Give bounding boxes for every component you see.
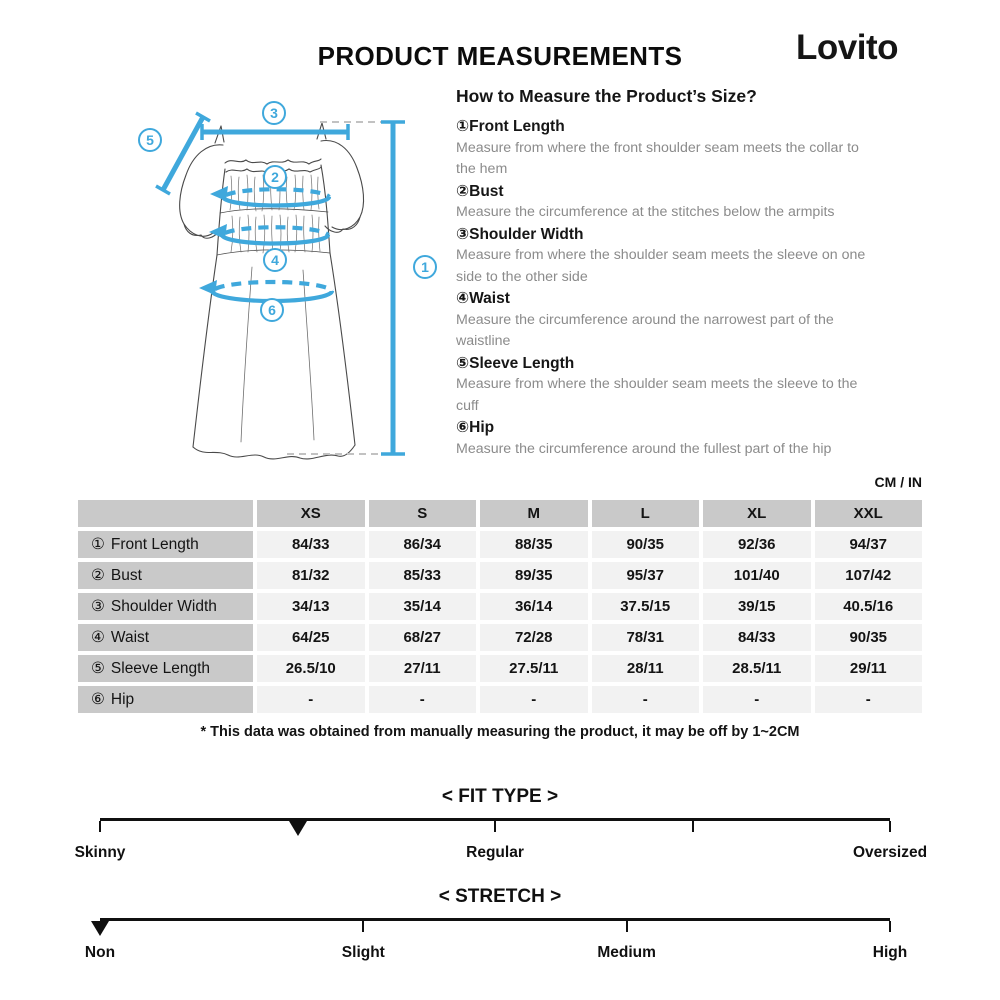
table-cell: - — [815, 686, 923, 713]
measurement-disclaimer: * This data was obtained from manually measuring the product, it may be off by 1~2CM — [200, 724, 800, 740]
how-to-item-sleeve-length — [456, 353, 881, 418]
stretch-title: < STRETCH > — [438, 886, 562, 907]
item-number: ① — [456, 118, 470, 135]
stretch-tick — [626, 921, 628, 932]
item-desc: Measure the circumference at the stitches below the armpits — [456, 204, 835, 220]
table-cell: 81/32 — [257, 562, 365, 589]
table-cell: 29/11 — [815, 655, 923, 682]
table-cell: 89/35 — [480, 562, 588, 589]
how-to-item-waist — [456, 288, 881, 353]
how-to-section — [456, 86, 881, 460]
arrowhead-bust — [210, 186, 228, 201]
callout-num-4: 4 — [271, 252, 279, 268]
how-to-item-shoulder-width — [456, 224, 881, 289]
table-cell: 34/13 — [257, 593, 365, 620]
item-label: Shoulder Width — [469, 225, 584, 243]
table-cell: 78/31 — [592, 624, 700, 651]
table-cell: 92/36 — [703, 531, 811, 558]
arrowhead-hip — [199, 280, 217, 295]
fit-type-label-skinny: Skinny — [74, 844, 126, 861]
fit-type-scale — [74, 818, 928, 870]
table-cell: 90/35 — [815, 624, 923, 651]
size-table — [78, 500, 922, 713]
table-cell: 28/11 — [592, 655, 700, 682]
dress-illustration — [100, 85, 460, 475]
measure-line-sleeve-length — [163, 117, 203, 190]
row-label-front-length — [78, 531, 253, 558]
callout-num-3: 3 — [270, 105, 278, 121]
stretch-tick — [362, 921, 364, 932]
measure-ellipse-bust — [223, 197, 329, 206]
item-number: ② — [456, 182, 470, 200]
stretch-label-non: Non — [84, 944, 116, 961]
guide-dashes — [287, 122, 386, 454]
table-cell: 64/25 — [257, 624, 365, 651]
table-cell: 90/35 — [592, 531, 700, 558]
item-label: Hip — [469, 419, 495, 436]
callout-num-1: 1 — [421, 259, 429, 275]
table-cell: 84/33 — [703, 624, 811, 651]
table-cell: - — [592, 686, 700, 713]
table-cell: 86/34 — [369, 531, 477, 558]
table-cell: - — [703, 686, 811, 713]
table-cell: 28.5/11 — [703, 655, 811, 682]
row-title: Shoulder Width — [110, 597, 217, 615]
row-title: Bust — [110, 566, 142, 584]
how-to-item-bust — [456, 181, 881, 224]
row-title: Waist — [110, 628, 150, 646]
item-label: Sleeve Length — [469, 354, 575, 372]
row-label-waist — [78, 624, 253, 651]
row-number: ② — [91, 567, 105, 584]
fit-type-title: < FIT TYPE > — [441, 786, 559, 807]
stretch-marker — [91, 921, 109, 936]
units-label: CM / IN — [874, 474, 922, 490]
row-label-hip — [78, 686, 253, 713]
col-header-m: M — [480, 500, 588, 527]
stretch-label-medium: Medium — [597, 944, 656, 961]
stretch-label-high: High — [872, 944, 908, 961]
table-cell: 39/15 — [703, 593, 811, 620]
table-cell: - — [369, 686, 477, 713]
row-number: ④ — [91, 629, 105, 646]
col-header-s: S — [369, 500, 477, 527]
col-header-xl: XL — [703, 500, 811, 527]
item-desc: Measure from where the shoulder seam meets the sleeve on one side to the other side — [456, 247, 866, 285]
row-number: ⑤ — [91, 660, 105, 677]
page-title: PRODUCT MEASUREMENTS — [317, 41, 683, 71]
table-cell: - — [480, 686, 588, 713]
row-title: Sleeve Length — [110, 659, 211, 677]
row-number: ③ — [91, 598, 105, 615]
measure-marks — [156, 113, 405, 454]
fit-type-label-oversized: Oversized — [852, 844, 928, 861]
col-header-xxl: XXL — [815, 500, 923, 527]
row-label-sleeve-length — [78, 655, 253, 682]
item-desc: Measure from where the shoulder seam meets the sleeve to the cuff — [456, 376, 858, 414]
how-to-item-front-length — [456, 116, 881, 181]
brand-logo: Lovito — [796, 28, 898, 67]
col-header-l: L — [592, 500, 700, 527]
item-desc: Measure the circumference around the narrowest part of the waistline — [456, 311, 834, 349]
row-number: ① — [91, 536, 105, 553]
col-header-xs: XS — [257, 500, 365, 527]
table-cell: 101/40 — [703, 562, 811, 589]
fit-type-tick — [889, 821, 891, 832]
callout-num-5: 5 — [146, 132, 154, 148]
table-cell: 84/33 — [257, 531, 365, 558]
fit-type-tick — [494, 821, 496, 832]
item-number: ⑤ — [456, 354, 470, 372]
how-to-item-hip — [456, 417, 881, 460]
table-cell: - — [257, 686, 365, 713]
item-label: Waist — [469, 290, 510, 307]
row-title: Hip — [110, 690, 135, 708]
item-desc: Measure from where the front shoulder seam meets the collar to the hem — [456, 139, 859, 177]
table-corner-cell — [78, 500, 253, 527]
item-label: Front Length — [469, 118, 565, 135]
table-cell: 27.5/11 — [480, 655, 588, 682]
stretch-axis — [100, 918, 890, 921]
row-label-bust — [78, 562, 253, 589]
item-label: Bust — [469, 182, 504, 200]
table-cell: 107/42 — [815, 562, 923, 589]
table-cell: 85/33 — [369, 562, 477, 589]
item-number: ④ — [456, 290, 470, 307]
fit-type-tick — [99, 821, 101, 832]
callout-num-6: 6 — [268, 302, 276, 318]
table-cell: 94/37 — [815, 531, 923, 558]
measure-ellipse-waist — [222, 235, 328, 244]
stretch-label-slight: Slight — [341, 944, 385, 961]
fit-type-marker — [289, 821, 307, 836]
item-number: ③ — [456, 225, 470, 243]
table-cell: 27/11 — [369, 655, 477, 682]
table-cell: 95/37 — [592, 562, 700, 589]
table-cell: 68/27 — [369, 624, 477, 651]
callout-num-2: 2 — [271, 169, 279, 185]
table-cell: 88/35 — [480, 531, 588, 558]
table-cell: 26.5/10 — [257, 655, 365, 682]
stretch-tick — [889, 921, 891, 932]
table-cell: 72/28 — [480, 624, 588, 651]
table-cell: 35/14 — [369, 593, 477, 620]
item-desc: Measure the circumference around the fullest part of the hip — [456, 440, 832, 457]
fit-type-tick — [692, 821, 694, 832]
table-cell: 37.5/15 — [592, 593, 700, 620]
how-to-heading: How to Measure the Product’s Size? — [456, 86, 757, 106]
row-label-shoulder-width — [78, 593, 253, 620]
table-cell: 40.5/16 — [815, 593, 923, 620]
row-number: ⑥ — [91, 691, 105, 708]
row-title: Front Length — [110, 535, 199, 553]
fit-type-label-regular: Regular — [466, 844, 524, 861]
item-number: ⑥ — [456, 419, 470, 436]
stretch-scale — [84, 918, 908, 970]
table-cell: 36/14 — [480, 593, 588, 620]
